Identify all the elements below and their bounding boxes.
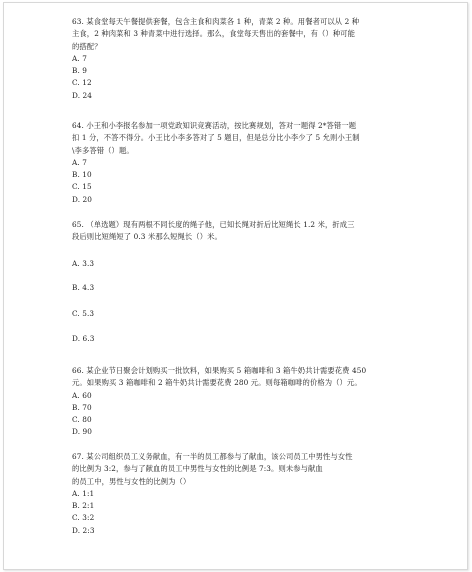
option-a: A. 7: [72, 157, 87, 167]
question-stem-line: 主食，2 种肉菜和 3 种青菜中进行选择。那么，食堂每天售出的套餐中，有（）种可能: [72, 29, 356, 39]
question-63: [72, 16, 412, 102]
question-stem-line: \李多答错（）题。: [72, 145, 134, 155]
question-stem-line: 的员工中，男性与女性的比例为（）: [72, 476, 191, 486]
document-page: [3, 2, 468, 570]
option-c: C. 80: [72, 415, 92, 425]
question-stem-line: 67. 某公司组织员工义务献血，有一半的员工都参与了献血，该公司员工中男性与女性: [72, 452, 353, 461]
question-64: [72, 120, 412, 206]
option-b: B. 9: [72, 66, 88, 76]
option-a: A. 1:1: [72, 488, 95, 498]
question-stem-line: 的比例为 3:2，参与了献血的员工中男性与女性的比例是 7:3。则未参与献血: [72, 464, 323, 474]
option-c: C. 5.3: [72, 309, 95, 318]
option-d: D. 6.3: [72, 334, 95, 343]
option-d: D. 20: [72, 194, 93, 204]
option-a: A. 3.3: [72, 259, 95, 268]
option-b: B. 70: [72, 402, 92, 412]
option-b: B. 4.3: [72, 283, 95, 292]
question-stem-line: 元。如果购买 3 箱咖啡和 2 箱牛奶共计需要花费 280 元。则每箱咖啡的价格为（）元。: [72, 378, 362, 388]
option-b: B. 10: [72, 170, 92, 180]
option-c: C. 3:2: [72, 513, 95, 523]
option-c: C. 12: [72, 78, 92, 88]
question-stem-line: 段后则比短绳短了 0.3 米那么短绳长（）米。: [72, 232, 222, 242]
question-stem-line: 扣 1 分，不答不得分。小王比小李多答对了 5 题目，但是总分比小李少了 5 允则小王制: [72, 133, 360, 143]
question-67: [72, 451, 412, 537]
question-stem-line: 的搭配？: [72, 41, 102, 51]
question-stem-line: 63. 某食堂每天午餐提供套餐，包含主食和肉菜各 1 种，青菜 2 种。用餐者可以从 2 种: [72, 17, 360, 26]
question-65: [72, 219, 412, 343]
option-a: A. 60: [72, 390, 92, 400]
question-stem-line: 64. 小王和小李报名参加一项党政知识竞赛活动，按比赛规划，答对一题得 2*答错一题: [72, 121, 357, 130]
question-66: [72, 365, 412, 439]
question-stem-line: 66. 某企业节日聚会计划购买一批饮料，如果购买 5 箱咖啡和 3 箱牛奶共计需要花费 450: [72, 366, 367, 375]
option-a: A. 7: [72, 53, 87, 63]
option-b: B. 2:1: [72, 501, 95, 511]
option-d: D. 24: [72, 90, 93, 100]
option-c: C. 15: [72, 182, 92, 192]
option-d: D. 90: [72, 427, 93, 437]
question-stem-line: 65. （单选题）现有两根不同长度的绳子他，已知长绳对折后比短绳长 1.2 米，折成三: [72, 220, 355, 229]
option-d: D. 2:3: [72, 525, 95, 535]
